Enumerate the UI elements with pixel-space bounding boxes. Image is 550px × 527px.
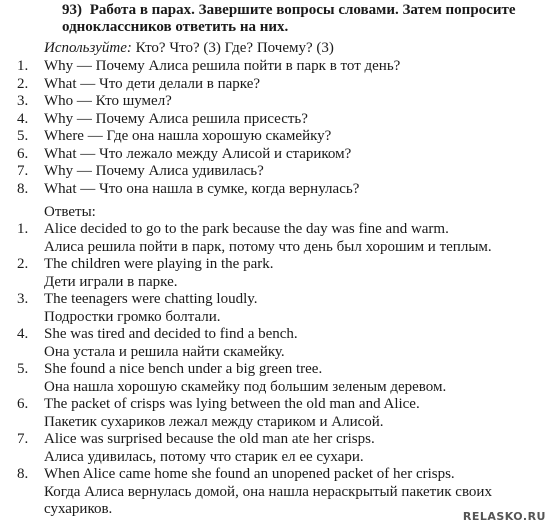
answer-number: 6. [17,396,29,412]
answer-english-line: She was tired and decided to find a bench. [44,326,298,342]
question-text: What — Что лежало между Алисой и стариком? [44,145,352,162]
answer-item [0,291,550,326]
question-item [0,128,550,146]
answer-russian-line: сухариков. [44,501,113,517]
answer-item [0,361,550,396]
answer-number: 4. [17,326,29,342]
answer-item [0,256,550,291]
exercise-heading [62,2,542,36]
question-number: 1. [17,58,29,74]
question-item [0,181,550,199]
answer-english-line: The teenagers were chatting loudly. [44,291,258,307]
answer-item [0,326,550,361]
question-number: 4. [17,110,29,127]
answer-english-line: The packet of crisps was lying between the old man and Alice. [44,396,420,412]
answer-number: 8. [17,466,29,482]
question-text: Why — Почему Алиса решила присесть? [44,110,308,127]
question-item [0,111,550,129]
answer-number: 1. [17,221,29,237]
answers-list [0,221,550,519]
answer-russian-line: Она нашла хорошую скамейку под большим зеленым деревом. [44,378,447,395]
answer-russian-line: Она устала и решила найти скамейку. [44,343,285,360]
question-item [0,163,550,181]
answer-body [44,431,550,466]
question-number: 2. [17,75,29,92]
answer-body [44,291,550,326]
question-text: Why — Почему Алиса удивилась? [44,163,264,179]
question-number: 8. [17,180,29,197]
question-text: Who — Кто шумел? [44,93,172,109]
answer-english-line: Alice was surprised because the old man ate her crisps. [44,431,375,447]
answer-number: 3. [17,291,29,307]
answer-item [0,221,550,256]
answer-russian-line: Алиса решила пойти в парк, потому что день был хорошим и теплым. [44,238,492,255]
questions-list [0,58,550,198]
answer-body [44,396,550,431]
question-text: Where — Где она нашла хорошую скамейку? [44,128,332,144]
question-text: What — Что дети делали в парке? [44,75,261,92]
question-number: 3. [17,93,29,109]
use-label: Используйте: [44,40,132,56]
answer-russian-line: Когда Алиса вернулась домой, она нашла нераскрытый пакетик своих [44,483,492,500]
answer-number: 2. [17,256,29,272]
answers-label: Ответы: [44,204,96,220]
question-number: 7. [17,163,29,179]
answer-number: 7. [17,431,29,447]
use-words-line [44,40,334,57]
question-item [0,146,550,164]
watermark: RELASKO.RU [462,510,546,523]
question-text: Why — Почему Алиса решила пойти в парк в тот день? [44,58,401,74]
answer-body [44,221,550,256]
answer-english-line: The children were playing in the park. [44,256,274,272]
answer-russian-line: Дети играли в парке. [44,273,178,290]
answer-english-line: When Alice came home she found an unopened packet of her crisps. [44,466,455,482]
answer-item [0,431,550,466]
answer-body [44,361,550,396]
answer-english-line: Alice decided to go to the park because the day was fine and warm. [44,221,449,237]
question-item [0,76,550,94]
question-item [0,93,550,111]
question-text: What — Что она нашла в сумке, когда вернулась? [44,180,360,197]
exercise-number: 93) [62,2,82,18]
answer-russian-line: Алиса удивилась, потому что старик ел ее сухари. [44,448,364,465]
question-number: 5. [17,128,29,144]
answer-item [0,396,550,431]
use-words: Кто? Что? (3) Где? Почему? (3) [135,40,334,56]
exercise-instructions: Работа в парах. Завершите вопросы словами. Затем попросите одноклассников ответить на них. [62,2,516,35]
answer-body [44,256,550,291]
question-item [0,58,550,76]
answer-english-line: She found a nice bench under a big green tree. [44,361,323,377]
answer-russian-line: Подростки громко болтали. [44,308,221,325]
answer-body [44,326,550,361]
answer-russian-line: Пакетик сухариков лежал между стариком и Алисой. [44,413,384,430]
question-number: 6. [17,145,29,162]
answer-number: 5. [17,361,29,377]
